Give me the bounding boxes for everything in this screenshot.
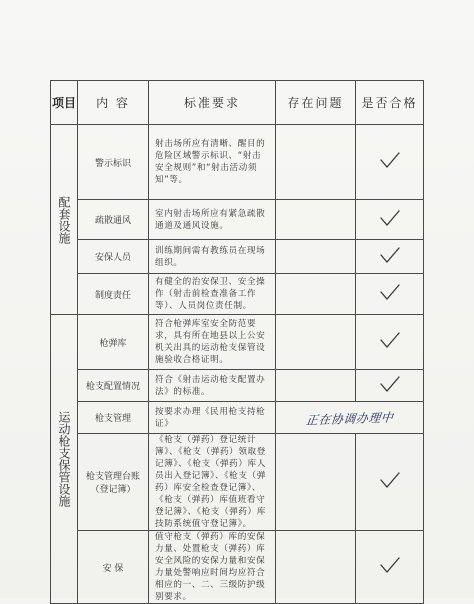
inspection-table <box>50 80 424 604</box>
row-qualified <box>356 240 424 274</box>
check-mark-icon <box>380 284 400 304</box>
header-standard: 标准要求 <box>149 81 276 125</box>
row-content: 枪支管理台账（登记簿） <box>78 434 149 531</box>
check-mark-icon <box>380 210 400 230</box>
row-content: 警示标识 <box>78 125 149 200</box>
table-row <box>51 531 424 604</box>
check-mark-icon <box>380 332 400 352</box>
row-qualified <box>356 434 424 531</box>
table-row <box>51 370 424 402</box>
category-cell <box>51 315 78 604</box>
row-problem <box>276 200 356 240</box>
row-content: 枪支配置情况 <box>78 370 149 402</box>
row-content: 枪支管理 <box>78 402 149 434</box>
header-item: 项目 <box>51 81 78 125</box>
table-row <box>51 274 424 315</box>
table-row <box>51 240 424 274</box>
table-row <box>51 125 424 200</box>
row-content: 安 保 <box>78 531 149 604</box>
header-qualified: 是否合格 <box>356 81 424 125</box>
check-mark-icon <box>380 472 400 492</box>
row-standard: 有健全的治安保卫、安全操作（射击前检查准备工作等）、人员岗位责任制。 <box>149 274 276 315</box>
category-label: 配套设施 <box>57 195 71 244</box>
row-standard: 训练期间需有教练员在现场组织。 <box>149 240 276 274</box>
row-standard: 按要求办理《民用枪支持枪证》 <box>149 402 276 434</box>
row-standard: 符合枪弹库室安全防范要求，具有所在地县以上公安机关出具的运动枪支保管设施验收合格证明。 <box>149 315 276 370</box>
row-problem <box>276 370 356 402</box>
row-qualified <box>356 531 424 604</box>
header-content: 内 容 <box>78 81 149 125</box>
row-content: 枪弹库 <box>78 315 149 370</box>
table-row <box>51 402 424 434</box>
row-content: 制度责任 <box>78 274 149 315</box>
table-row <box>51 434 424 531</box>
check-mark-icon <box>380 376 400 396</box>
row-standard: 室内射击场所应有紧急疏散通道及通风设施。 <box>149 200 276 240</box>
row-standard: 值守枪支（弹药）库的安保力量、处置枪支（弹药）库安全风险的安保力量和安保力量处警响应时间均应符合相应的一、二、三级防护级别要求。 <box>149 531 276 604</box>
row-standard: 射击场所应有清晰、醒目的危险区域警示标识、“射击安全规则”和“射击活动须知”等。 <box>149 125 276 200</box>
header-problem: 存在问题 <box>276 81 356 125</box>
header-row <box>51 81 424 125</box>
table-row <box>51 200 424 240</box>
row-standard: 《枪支（弹药）登记统计簿》、《枪支（弹药）领取登记簿》、《枪支（弹药）库人员出入登记簿》、《枪支（弹药）库安全检查登记簿》、《枪支（弹药）库值班看守登记簿》、《枪支（弹药）库技防系统值守登记簿》。 <box>149 434 276 531</box>
row-qualified <box>356 200 424 240</box>
category-cell <box>51 125 78 315</box>
row-content: 疏散通风 <box>78 200 149 240</box>
row-content: 安保人员 <box>78 240 149 274</box>
row-problem <box>276 240 356 274</box>
table-row <box>51 315 424 370</box>
row-problem <box>276 274 356 315</box>
row-qualified <box>356 125 424 200</box>
row-problem <box>276 402 424 434</box>
handwritten-note: 正在协调办理中 <box>304 410 394 428</box>
row-standard: 符合《射击运动枪支配置办法》的标准。 <box>149 370 276 402</box>
row-problem <box>276 315 356 370</box>
row-qualified <box>356 274 424 315</box>
category-label: 运动枪支保管设施 <box>57 411 71 507</box>
check-mark-icon <box>380 557 400 577</box>
check-mark-icon <box>380 152 400 172</box>
row-problem <box>276 125 356 200</box>
row-problem <box>276 531 356 604</box>
row-problem <box>276 434 356 531</box>
check-mark-icon <box>380 247 400 267</box>
row-qualified <box>356 315 424 370</box>
row-qualified <box>356 370 424 402</box>
